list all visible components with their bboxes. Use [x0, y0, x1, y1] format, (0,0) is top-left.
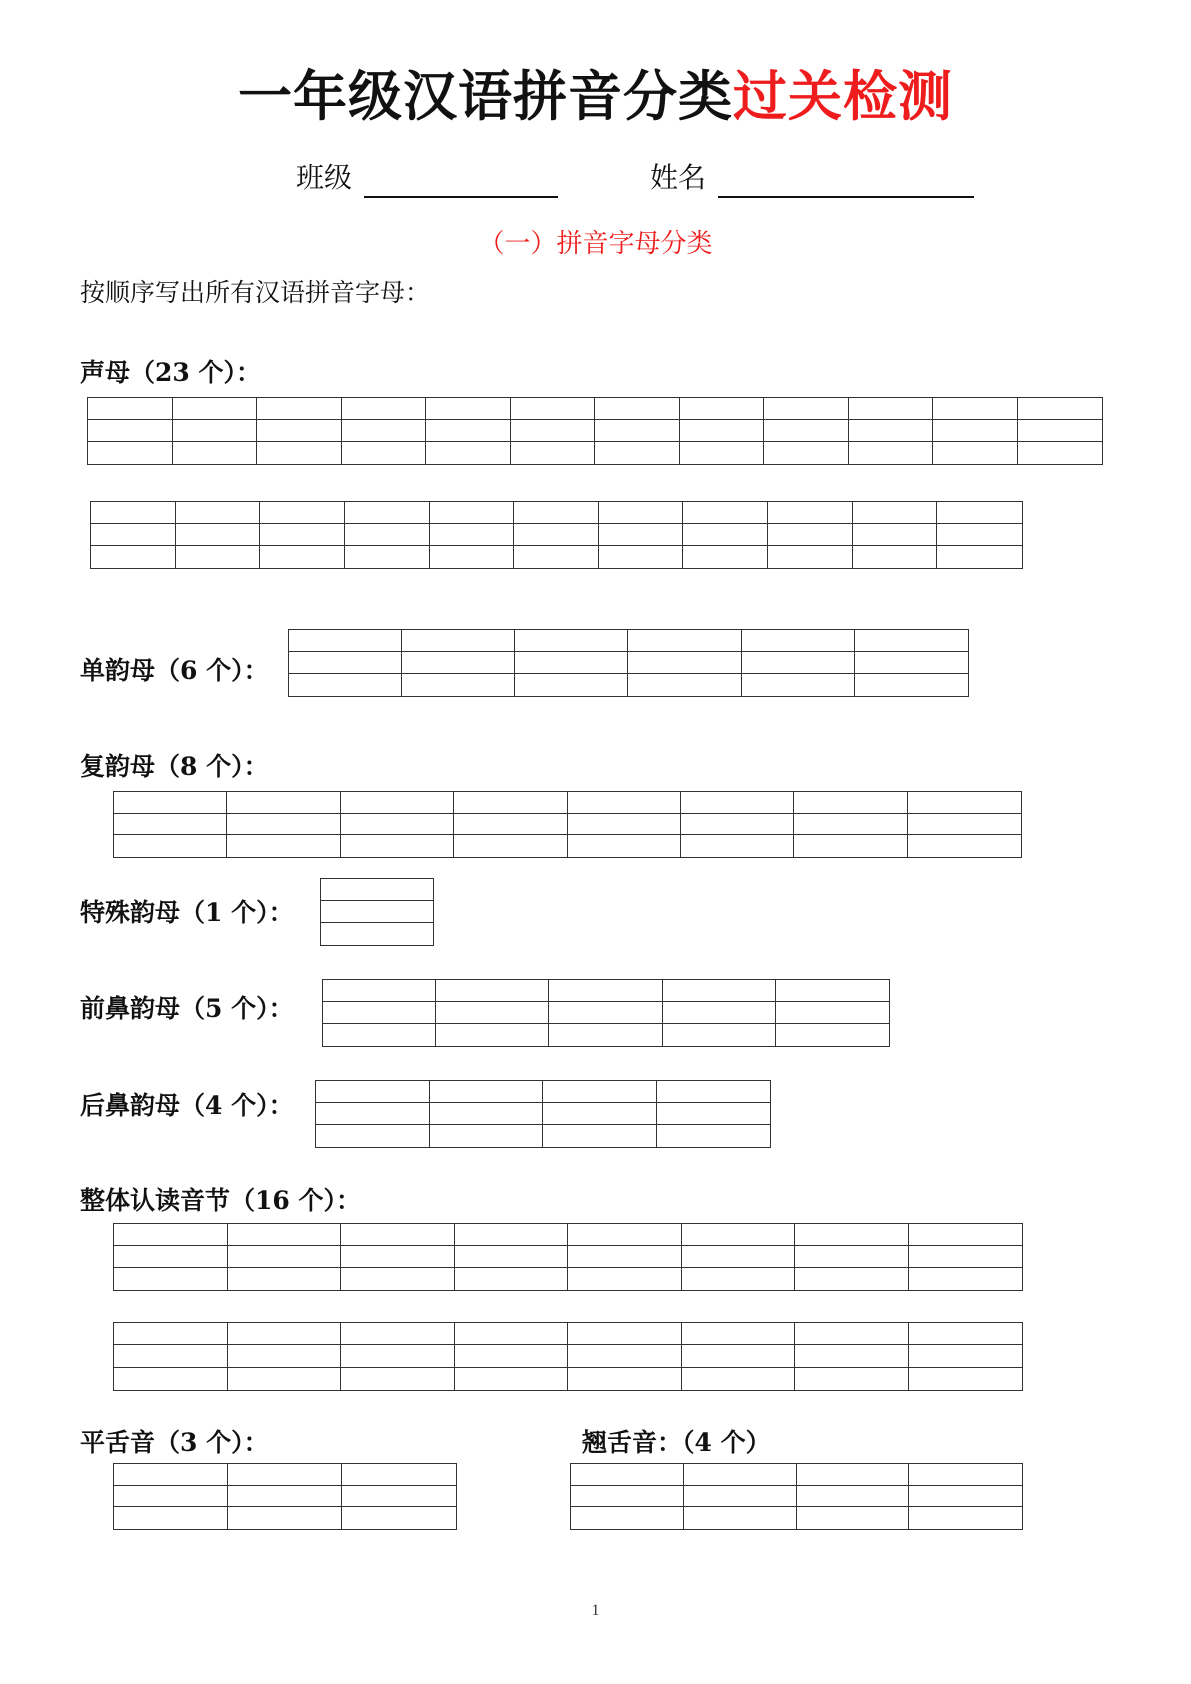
grid-cell[interactable]	[114, 1507, 228, 1529]
grid-cell[interactable]	[681, 792, 794, 814]
grid-cell[interactable]	[571, 1464, 684, 1486]
grid-cell[interactable]	[599, 502, 684, 524]
grid-cell[interactable]	[321, 879, 433, 901]
grid-cell[interactable]	[909, 1345, 1023, 1367]
grid-cell[interactable]	[227, 835, 340, 857]
grid-cell[interactable]	[568, 1268, 682, 1290]
grid-cell[interactable]	[909, 1464, 1022, 1486]
writing-grid-fu-yunmu	[113, 791, 1022, 858]
grid-cell[interactable]	[543, 1081, 657, 1103]
grid-cell[interactable]	[114, 1345, 228, 1367]
title-main: 一年级汉语拼音分类	[238, 65, 733, 128]
grid-cell[interactable]	[595, 398, 680, 420]
grid-cell[interactable]	[797, 1486, 910, 1508]
grid-cell[interactable]	[436, 1002, 549, 1024]
grid-cell[interactable]	[515, 652, 628, 674]
grid-cell[interactable]	[455, 1368, 569, 1390]
grid-cell[interactable]	[316, 1125, 430, 1147]
grid-cell[interactable]	[855, 674, 968, 696]
writing-grid-qianbi-yunmu	[322, 979, 890, 1047]
grid-cell[interactable]	[794, 814, 907, 836]
grid-cell[interactable]	[342, 1464, 456, 1486]
grid-cell[interactable]	[455, 1323, 569, 1345]
grid-cell[interactable]	[341, 1368, 455, 1390]
grid-cell[interactable]	[795, 1345, 909, 1367]
grid-cell[interactable]	[797, 1507, 910, 1529]
grid-cell[interactable]	[176, 524, 261, 546]
grid-cell[interactable]	[426, 442, 511, 464]
grid-cell[interactable]	[289, 652, 402, 674]
grid-cell[interactable]	[426, 420, 511, 442]
grid-cell[interactable]	[114, 1486, 228, 1508]
label-houbi-yunmu: 后鼻韵母（4 个）：	[80, 1091, 294, 1120]
grid-cell[interactable]	[341, 1224, 455, 1246]
grid-cell[interactable]	[88, 420, 173, 442]
grid-cell[interactable]	[91, 524, 176, 546]
grid-cell[interactable]	[568, 1224, 682, 1246]
grid-cell[interactable]	[663, 980, 776, 1002]
grid-cell[interactable]	[549, 1002, 662, 1024]
grid-cell[interactable]	[341, 1246, 455, 1268]
grid-cell[interactable]	[88, 442, 173, 464]
grid-cell[interactable]	[114, 792, 227, 814]
grid-cell[interactable]	[909, 1224, 1023, 1246]
grid-cell[interactable]	[568, 792, 681, 814]
grid-cell[interactable]	[228, 1486, 342, 1508]
grid-cell[interactable]	[430, 524, 515, 546]
grid-cell[interactable]	[1018, 442, 1103, 464]
grid-cell[interactable]	[114, 1224, 228, 1246]
grid-cell[interactable]	[657, 1103, 771, 1125]
grid-cell[interactable]	[908, 814, 1021, 836]
grid-cell[interactable]	[228, 1246, 342, 1268]
grid-cell[interactable]	[228, 1323, 342, 1345]
grid-cell[interactable]	[228, 1224, 342, 1246]
grid-cell[interactable]	[684, 1486, 797, 1508]
grid-cell[interactable]	[599, 524, 684, 546]
grid-cell[interactable]	[289, 630, 402, 652]
grid-cell[interactable]	[454, 814, 567, 836]
section-title: （一）拼音字母分类	[478, 229, 713, 259]
grid-cell[interactable]	[568, 1323, 682, 1345]
grid-cell[interactable]	[682, 1345, 796, 1367]
grid-cell[interactable]	[933, 442, 1018, 464]
grid-cell[interactable]	[257, 420, 342, 442]
grid-cell[interactable]	[316, 1103, 430, 1125]
grid-cell[interactable]	[341, 792, 454, 814]
grid-cell[interactable]	[764, 442, 849, 464]
grid-cell[interactable]	[680, 442, 765, 464]
grid-cell[interactable]	[568, 1368, 682, 1390]
grid-cell[interactable]	[684, 1507, 797, 1529]
grid-cell[interactable]	[908, 792, 1021, 814]
grid-cell[interactable]	[341, 1345, 455, 1367]
grid-cell[interactable]	[909, 1323, 1023, 1345]
grid-cell[interactable]	[454, 792, 567, 814]
grid-cell[interactable]	[257, 398, 342, 420]
grid-cell[interactable]	[933, 420, 1018, 442]
label-shengmu: 声母（23 个）：	[80, 358, 261, 387]
grid-cell[interactable]	[91, 546, 176, 568]
label-dan-yunmu: 单韵母（6 个）：	[80, 656, 269, 685]
grid-cell[interactable]	[342, 420, 427, 442]
grid-cell[interactable]	[173, 442, 258, 464]
grid-cell[interactable]	[776, 980, 889, 1002]
grid-cell[interactable]	[345, 502, 430, 524]
grid-cell[interactable]	[260, 546, 345, 568]
grid-cell[interactable]	[511, 420, 596, 442]
grid-cell[interactable]	[595, 442, 680, 464]
grid-cell[interactable]	[682, 1224, 796, 1246]
label-zhengti-rendu: 整体认读音节（16 个）：	[80, 1186, 361, 1215]
grid-cell[interactable]	[1018, 398, 1103, 420]
grid-cell[interactable]	[568, 835, 681, 857]
name-label: 姓名	[650, 161, 707, 194]
name-field	[650, 158, 974, 198]
grid-cell[interactable]	[595, 420, 680, 442]
grid-cell[interactable]	[342, 442, 427, 464]
grid-cell[interactable]	[849, 442, 934, 464]
grid-cell[interactable]	[937, 524, 1022, 546]
grid-cell[interactable]	[91, 502, 176, 524]
grid-cell[interactable]	[436, 980, 549, 1002]
grid-cell[interactable]	[795, 1224, 909, 1246]
grid-cell[interactable]	[342, 1486, 456, 1508]
grid-cell[interactable]	[628, 674, 741, 696]
grid-cell[interactable]	[683, 546, 768, 568]
grid-cell[interactable]	[795, 1368, 909, 1390]
grid-cell[interactable]	[684, 1464, 797, 1486]
grid-cell[interactable]	[776, 1002, 889, 1024]
grid-cell[interactable]	[742, 674, 855, 696]
label-teshu-yunmu: 特殊韵母（1 个）：	[80, 898, 294, 927]
grid-cell[interactable]	[909, 1368, 1023, 1390]
grid-cell[interactable]	[853, 502, 938, 524]
grid-cell[interactable]	[114, 1246, 228, 1268]
grid-cell[interactable]	[114, 1464, 228, 1486]
grid-cell[interactable]	[663, 1024, 776, 1046]
grid-cell[interactable]	[257, 442, 342, 464]
grid-cell[interactable]	[321, 923, 433, 945]
grid-cell[interactable]	[683, 524, 768, 546]
grid-cell[interactable]	[680, 420, 765, 442]
grid-cell[interactable]	[515, 630, 628, 652]
grid-cell[interactable]	[628, 652, 741, 674]
grid-cell[interactable]	[316, 1081, 430, 1103]
grid-cell[interactable]	[114, 1268, 228, 1290]
grid-cell[interactable]	[341, 1268, 455, 1290]
grid-cell[interactable]	[681, 814, 794, 836]
writing-grid-shengmu	[90, 501, 1023, 569]
grid-cell[interactable]	[228, 1268, 342, 1290]
class-input-line[interactable]	[364, 166, 558, 198]
grid-cell[interactable]	[88, 398, 173, 420]
grid-cell[interactable]	[764, 420, 849, 442]
grid-cell[interactable]	[937, 546, 1022, 568]
grid-cell[interactable]	[794, 835, 907, 857]
grid-cell[interactable]	[1018, 420, 1103, 442]
grid-cell[interactable]	[176, 546, 261, 568]
grid-cell[interactable]	[933, 398, 1018, 420]
grid-cell[interactable]	[227, 792, 340, 814]
grid-cell[interactable]	[430, 502, 515, 524]
grid-cell[interactable]	[114, 814, 227, 836]
grid-cell[interactable]	[228, 1345, 342, 1367]
grid-cell[interactable]	[657, 1081, 771, 1103]
grid-cell[interactable]	[173, 420, 258, 442]
grid-cell[interactable]	[345, 546, 430, 568]
grid-cell[interactable]	[402, 652, 515, 674]
label-pingsheyin: 平舌音（3 个）：	[80, 1428, 269, 1457]
grid-cell[interactable]	[568, 1345, 682, 1367]
grid-cell[interactable]	[795, 1246, 909, 1268]
grid-cell[interactable]	[768, 546, 853, 568]
class-label: 班级	[296, 161, 353, 194]
grid-cell[interactable]	[402, 674, 515, 696]
grid-cell[interactable]	[430, 1125, 544, 1147]
grid-cell[interactable]	[908, 835, 1021, 857]
grid-cell[interactable]	[682, 1268, 796, 1290]
grid-cell[interactable]	[742, 652, 855, 674]
writing-grid-zhengti-rendu	[113, 1223, 1023, 1291]
class-field	[296, 158, 558, 198]
writing-grid-shengmu	[87, 397, 1103, 465]
grid-cell[interactable]	[430, 546, 515, 568]
grid-cell[interactable]	[543, 1103, 657, 1125]
grid-cell[interactable]	[114, 1368, 228, 1390]
grid-cell[interactable]	[855, 652, 968, 674]
grid-cell[interactable]	[228, 1464, 342, 1486]
grid-cell[interactable]	[682, 1368, 796, 1390]
grid-cell[interactable]	[571, 1486, 684, 1508]
grid-cell[interactable]	[795, 1268, 909, 1290]
writing-grid-zhengti-rendu	[113, 1322, 1023, 1391]
grid-cell[interactable]	[455, 1268, 569, 1290]
grid-cell[interactable]	[511, 398, 596, 420]
instruction-text: 按顺序写出所有汉语拼音字母：	[80, 278, 431, 307]
grid-cell[interactable]	[341, 835, 454, 857]
grid-cell[interactable]	[853, 524, 938, 546]
grid-cell[interactable]	[849, 420, 934, 442]
writing-grid-pingsheyin	[113, 1463, 457, 1530]
grid-cell[interactable]	[909, 1246, 1023, 1268]
grid-cell[interactable]	[323, 1002, 436, 1024]
grid-cell[interactable]	[342, 398, 427, 420]
label-qianbi-yunmu: 前鼻韵母（5 个）：	[80, 994, 294, 1023]
grid-cell[interactable]	[341, 814, 454, 836]
grid-cell[interactable]	[795, 1323, 909, 1345]
grid-cell[interactable]	[543, 1125, 657, 1147]
grid-cell[interactable]	[454, 835, 567, 857]
grid-cell[interactable]	[742, 630, 855, 652]
grid-cell[interactable]	[455, 1345, 569, 1367]
grid-cell[interactable]	[682, 1323, 796, 1345]
grid-cell[interactable]	[764, 398, 849, 420]
grid-cell[interactable]	[402, 630, 515, 652]
grid-cell[interactable]	[768, 524, 853, 546]
grid-cell[interactable]	[321, 901, 433, 923]
page-number: 1	[591, 1602, 600, 1619]
grid-cell[interactable]	[426, 398, 511, 420]
grid-cell[interactable]	[909, 1486, 1022, 1508]
grid-cell[interactable]	[571, 1507, 684, 1529]
grid-cell[interactable]	[663, 1002, 776, 1024]
grid-cell[interactable]	[855, 630, 968, 652]
grid-cell[interactable]	[568, 814, 681, 836]
writing-grid-houbi-yunmu	[315, 1080, 771, 1148]
grid-cell[interactable]	[682, 1246, 796, 1268]
grid-cell[interactable]	[683, 502, 768, 524]
grid-cell[interactable]	[514, 502, 599, 524]
grid-cell[interactable]	[289, 674, 402, 696]
grid-cell[interactable]	[768, 502, 853, 524]
grid-cell[interactable]	[430, 1103, 544, 1125]
grid-cell[interactable]	[797, 1464, 910, 1486]
grid-cell[interactable]	[549, 1024, 662, 1046]
grid-cell[interactable]	[599, 546, 684, 568]
grid-cell[interactable]	[657, 1125, 771, 1147]
grid-cell[interactable]	[260, 502, 345, 524]
grid-cell[interactable]	[680, 398, 765, 420]
grid-cell[interactable]	[568, 1246, 682, 1268]
grid-cell[interactable]	[345, 524, 430, 546]
grid-cell[interactable]	[514, 524, 599, 546]
grid-cell[interactable]	[114, 1323, 228, 1345]
grid-cell[interactable]	[430, 1081, 544, 1103]
grid-cell[interactable]	[228, 1368, 342, 1390]
grid-cell[interactable]	[853, 546, 938, 568]
grid-cell[interactable]	[260, 524, 345, 546]
grid-cell[interactable]	[776, 1024, 889, 1046]
name-input-line[interactable]	[718, 166, 974, 198]
grid-cell[interactable]	[849, 398, 934, 420]
writing-grid-qiaosheyin	[570, 1463, 1023, 1530]
grid-cell[interactable]	[227, 814, 340, 836]
grid-cell[interactable]	[628, 630, 741, 652]
grid-cell[interactable]	[114, 835, 227, 857]
grid-cell[interactable]	[342, 1507, 456, 1529]
grid-cell[interactable]	[937, 502, 1022, 524]
grid-cell[interactable]	[909, 1268, 1023, 1290]
grid-cell[interactable]	[794, 792, 907, 814]
grid-cell[interactable]	[341, 1323, 455, 1345]
grid-cell[interactable]	[455, 1224, 569, 1246]
grid-cell[interactable]	[909, 1507, 1022, 1529]
grid-cell[interactable]	[514, 546, 599, 568]
grid-cell[interactable]	[455, 1246, 569, 1268]
grid-cell[interactable]	[515, 674, 628, 696]
writing-grid-dan-yunmu	[288, 629, 969, 697]
grid-cell[interactable]	[323, 1024, 436, 1046]
grid-cell[interactable]	[681, 835, 794, 857]
writing-grid-teshu-yunmu	[320, 878, 434, 946]
page-title	[0, 62, 1191, 132]
label-qiaosheyin: 翘舌音：（4 个）	[582, 1428, 771, 1457]
label-fu-yunmu: 复韵母（8 个）：	[80, 752, 269, 781]
grid-cell[interactable]	[323, 980, 436, 1002]
grid-cell[interactable]	[436, 1024, 549, 1046]
grid-cell[interactable]	[549, 980, 662, 1002]
grid-cell[interactable]	[176, 502, 261, 524]
grid-cell[interactable]	[173, 398, 258, 420]
grid-cell[interactable]	[511, 442, 596, 464]
title-highlight: 过关检测	[733, 65, 953, 128]
grid-cell[interactable]	[228, 1507, 342, 1529]
